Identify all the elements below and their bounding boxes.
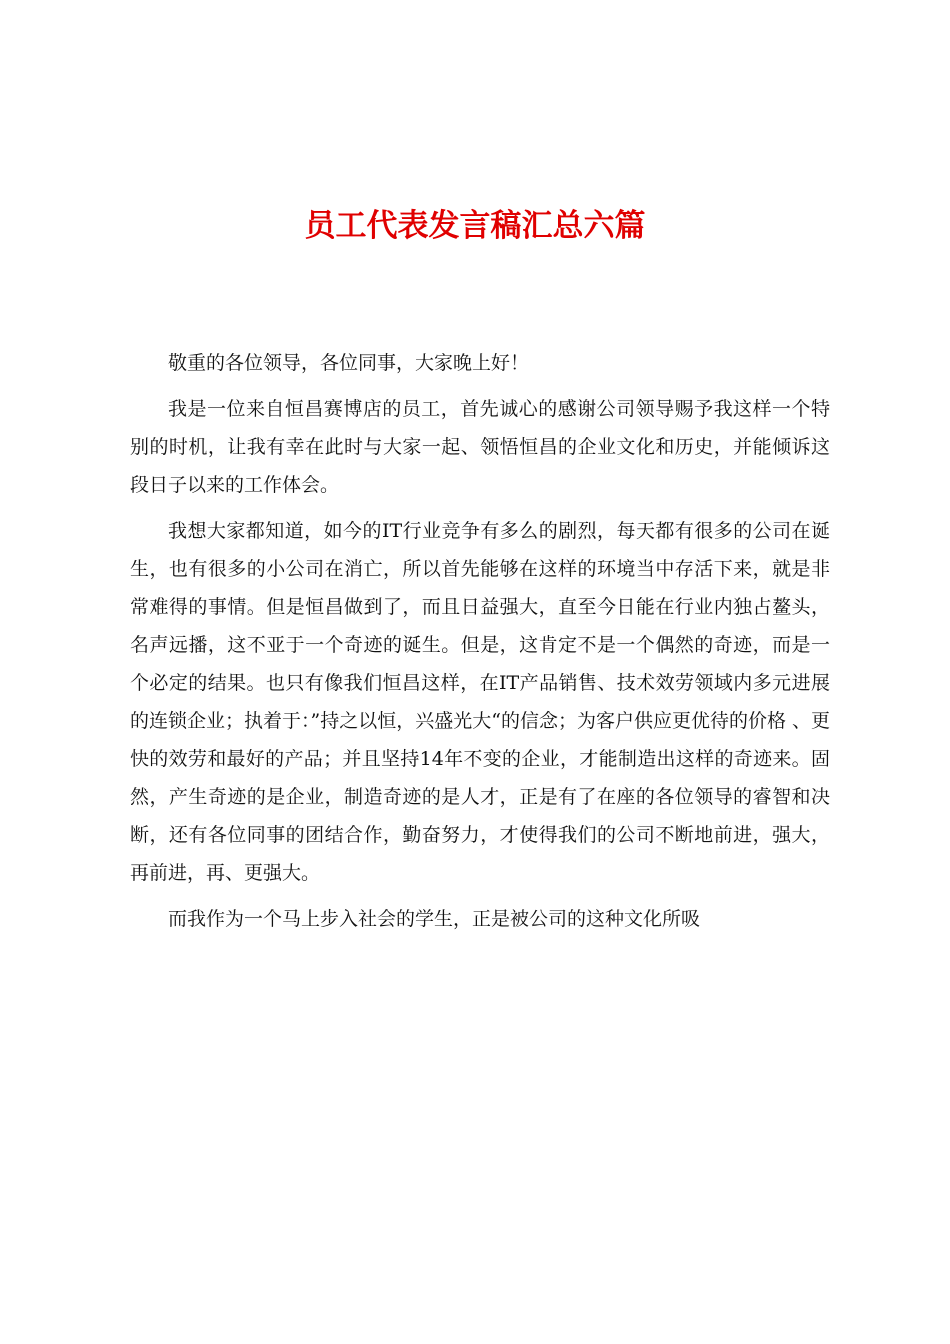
- document-title: 员工代表发言稿汇总六篇: [304, 208, 646, 244]
- paragraph-company-story: 我想大家都知道，如今的IT行业竞争有多么的剧烈，每天都有很多的公司在诞生，也有很多的小公司在消亡，所以首先能够在这样的环境当中存活下来，就是非常难得的事情。但是恒昌做到了，而且日益强大，直至今日能在行业内独占鳌头，名声远播，这不亚于一个奇迹的诞生。但是，这肯定不是一个偶然的奇迹，而是一个必定的结果。也只有像我们恒昌这样，在IT产品销售、技术效劳领域内多元进展的连锁企业；执着于：”持之以恒，兴盛光大“的信念；为客户供应更优待的价格 、更快的效劳和最好的产品；并且坚持14年不变的企业，才能制造出这样的奇迹来。固然，产生奇迹的是企业，制造奇迹的是人才，正是有了在座的各位领导的睿智和决断，还有各位同事的团结合作，勤奋努力，才使得我们的公司不断地前进，强大，再前进，再、更强大。: [130, 520, 830, 884]
- paragraph-greeting: 敬重的各位领导，各位同事，大家晚上好！: [168, 352, 530, 374]
- paragraph-introduction: 我是一位来自恒昌赛博店的员工，首先诚心的感谢公司领导赐予我这样一个特别的时机，让我有幸在此时与大家一起、领悟恒昌的企业文化和历史，并能倾诉这段日子以来的工作体会。: [130, 398, 830, 496]
- document-body: [130, 344, 830, 938]
- paragraph-student-intro: 而我作为一个马上步入社会的学生，正是被公司的这种文化所吸: [168, 908, 701, 930]
